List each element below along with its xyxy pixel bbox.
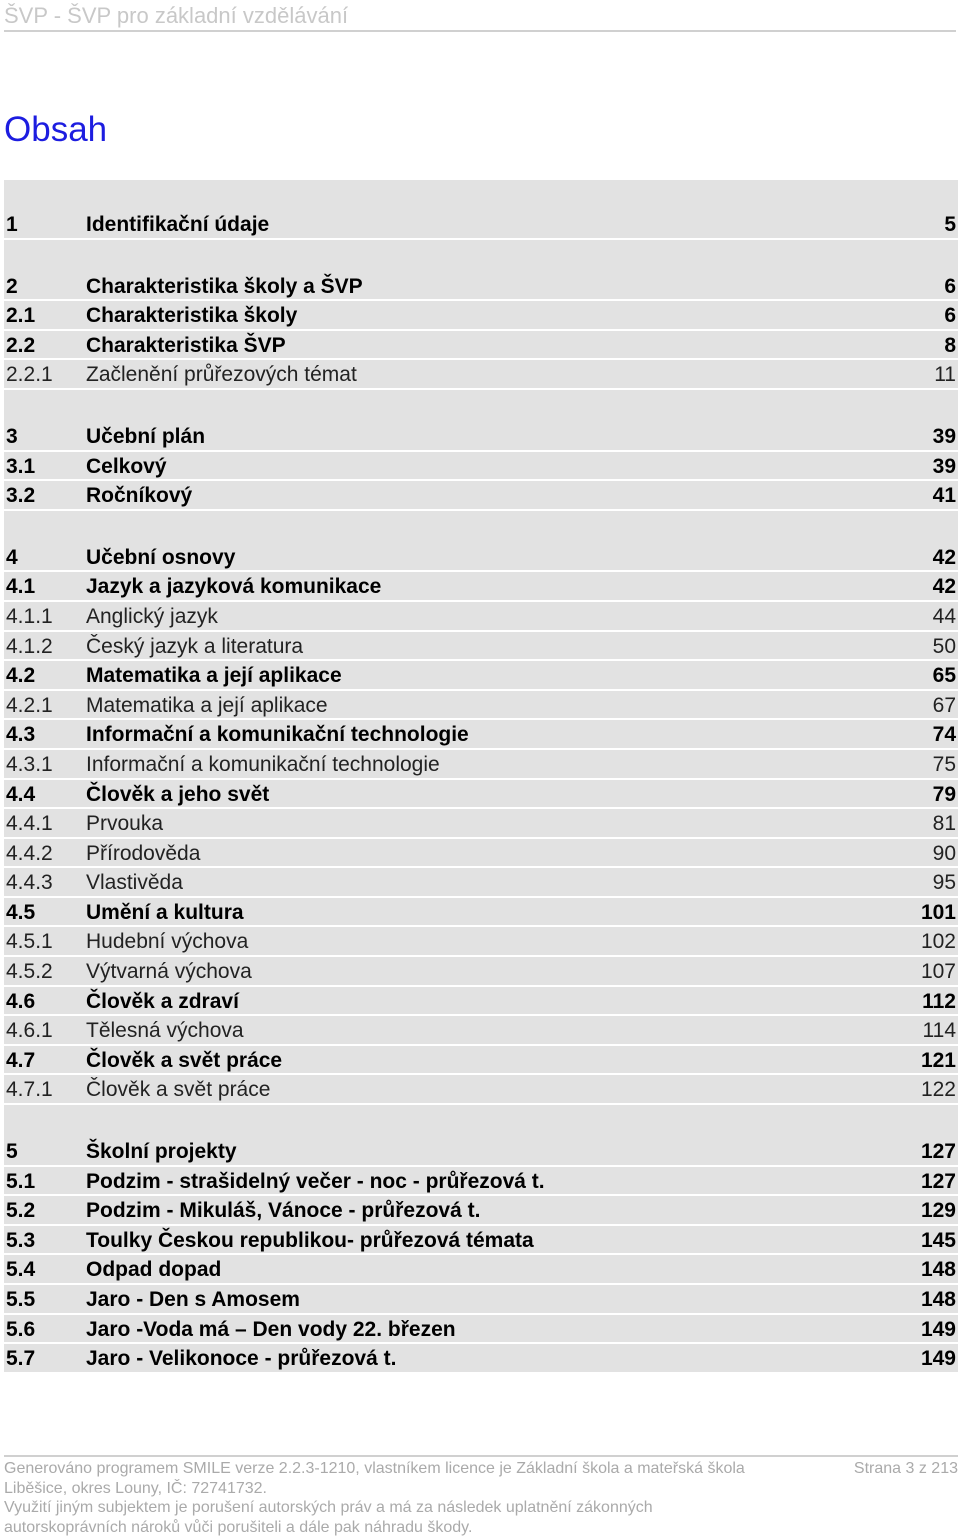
toc-entry-page: 90 (933, 839, 956, 868)
toc-entry-title: Charakteristika školy (86, 301, 297, 330)
toc-entry-title: Charakteristika školy a ŠVP (86, 272, 363, 301)
toc-entry-number: 5.6 (6, 1315, 35, 1344)
toc-entry-page: 42 (933, 543, 956, 572)
footer-generator-text: Generováno programem SMILE verze 2.2.3-1210, vlastníkem licence je Základní škola a mateřská škola (4, 1460, 745, 1477)
toc-entry[interactable] (4, 957, 958, 987)
toc-entry-number: 4.2 (6, 661, 35, 690)
toc-entry-number: 4.5.2 (6, 957, 53, 986)
toc-entry-number: 4.3.1 (6, 750, 53, 779)
toc-entry-title: Podzim - strašidelný večer - noc - průřezová t. (86, 1167, 545, 1196)
toc-entry[interactable] (4, 898, 958, 928)
toc-entry-number: 4.4.3 (6, 868, 53, 897)
toc-entry[interactable] (4, 422, 958, 452)
toc-entry[interactable] (4, 1344, 958, 1374)
toc-entry-title: Identifikační údaje (86, 210, 269, 239)
toc-entry-title: Informační a komunikační technologie (86, 720, 469, 749)
document-header: ŠVP - ŠVP pro základní vzdělávání (4, 2, 956, 32)
toc-entry-title: Učební osnovy (86, 543, 235, 572)
toc-section-gap (4, 180, 958, 210)
toc-entry[interactable] (4, 301, 958, 331)
toc-entry-title: Začlenění průřezových témat (86, 360, 357, 389)
toc-entry-title: Jaro - Den s Amosem (86, 1285, 300, 1314)
toc-entry-number: 2.2 (6, 331, 35, 360)
toc-entry[interactable] (4, 572, 958, 602)
toc-entry-number: 4.7 (6, 1046, 35, 1075)
toc-entry-page: 112 (922, 987, 956, 1016)
toc-entry-page: 39 (933, 452, 956, 481)
toc-entry-number: 5.5 (6, 1285, 35, 1314)
toc-entry-page: 5 (944, 210, 956, 239)
toc-entry[interactable] (4, 839, 958, 869)
footer-line-1 (4, 1459, 958, 1479)
toc-entry-title: Člověk a svět práce (86, 1046, 282, 1075)
toc-entry-page: 79 (933, 780, 956, 809)
toc-entry-title: Český jazyk a literatura (86, 632, 303, 661)
toc-entry-number: 4.7.1 (6, 1075, 53, 1104)
toc-entry-number: 4.4.2 (6, 839, 53, 868)
toc-entry-page: 41 (933, 481, 956, 510)
document-footer (4, 1455, 958, 1537)
toc-entry-title: Anglický jazyk (86, 602, 218, 631)
toc-entry-page: 129 (921, 1196, 956, 1225)
toc-entry-number: 4.2.1 (6, 691, 53, 720)
toc-entry[interactable] (4, 661, 958, 691)
toc-entry[interactable] (4, 1167, 958, 1197)
toc-entry-title: Přírodověda (86, 839, 200, 868)
toc-entry-title: Umění a kultura (86, 898, 244, 927)
toc-entry[interactable] (4, 691, 958, 721)
toc-entry-page: 102 (921, 927, 956, 956)
toc-entry-page: 74 (933, 720, 956, 749)
toc-entry[interactable] (4, 1315, 958, 1345)
toc-entry[interactable] (4, 780, 958, 810)
toc-entry[interactable] (4, 868, 958, 898)
toc-entry-page: 107 (921, 957, 956, 986)
toc-entry-title: Vlastivěda (86, 868, 183, 897)
toc-entry[interactable] (4, 1016, 958, 1046)
toc-entry-page: 148 (921, 1285, 956, 1314)
toc-entry-page: 127 (921, 1167, 956, 1196)
toc-entry-title: Celkový (86, 452, 167, 481)
toc-entry-number: 5 (6, 1137, 18, 1166)
toc-entry-number: 5.1 (6, 1167, 35, 1196)
toc-entry-title: Ročníkový (86, 481, 192, 510)
toc-entry-page: 121 (921, 1046, 956, 1075)
toc-entry-number: 5.4 (6, 1255, 35, 1284)
toc-entry[interactable] (4, 720, 958, 750)
toc-entry[interactable] (4, 1226, 958, 1256)
toc-entry-number: 5.7 (6, 1344, 35, 1373)
toc-entry[interactable] (4, 1196, 958, 1226)
toc-entry-number: 5.2 (6, 1196, 35, 1225)
toc-entry-page: 75 (933, 750, 956, 779)
toc-section-gap (4, 1105, 958, 1137)
toc-entry-number: 1 (6, 210, 18, 239)
toc-entry-number: 5.3 (6, 1226, 35, 1255)
toc-entry-page: 145 (921, 1226, 956, 1255)
toc-entry-title: Jaro -Voda má – Den vody 22. březen (86, 1315, 456, 1344)
toc-entry-title: Odpad dopad (86, 1255, 221, 1284)
toc-entry[interactable] (4, 543, 958, 573)
toc-entry[interactable] (4, 1285, 958, 1315)
toc-entry-title: Tělesná výchova (86, 1016, 244, 1045)
toc-entry-page: 42 (933, 572, 956, 601)
toc-entry-page: 50 (933, 632, 956, 661)
toc-entry-page: 39 (933, 422, 956, 451)
toc-entry-page: 149 (921, 1344, 956, 1373)
toc-entry[interactable] (4, 809, 958, 839)
toc-entry-page: 81 (933, 809, 956, 838)
page-title: Obsah (4, 108, 107, 152)
toc-entry-page: 65 (933, 661, 956, 690)
toc-entry-page: 8 (944, 331, 956, 360)
toc-entry-page: 6 (944, 272, 956, 301)
toc-entry-number: 4.1.2 (6, 632, 53, 661)
toc-entry[interactable] (4, 360, 958, 390)
toc-entry-title: Informační a komunikační technologie (86, 750, 440, 779)
toc-entry-page: 6 (944, 301, 956, 330)
toc-entry-page: 122 (921, 1075, 956, 1104)
toc-entry-page: 67 (933, 691, 956, 720)
toc-entry[interactable] (4, 1046, 958, 1076)
toc-entry-title: Jazyk a jazyková komunikace (86, 572, 381, 601)
toc-entry-title: Člověk a zdraví (86, 987, 239, 1016)
toc-entry-number: 4.5 (6, 898, 35, 927)
footer-line-2: Liběšice, okres Louny, IČ: 72741732. (4, 1479, 958, 1499)
table-of-contents (4, 180, 958, 1374)
toc-entry[interactable] (4, 452, 958, 482)
toc-entry-number: 4.6.1 (6, 1016, 53, 1045)
toc-entry[interactable] (4, 987, 958, 1017)
toc-entry-title: Školní projekty (86, 1137, 237, 1166)
footer-line-4: autorskoprávních nároků vůči porušiteli a dále pak náhradu škody. (4, 1518, 958, 1537)
toc-entry-page: 11 (934, 360, 956, 389)
toc-entry[interactable] (4, 602, 958, 632)
toc-entry-number: 4.4.1 (6, 809, 53, 838)
toc-entry-title: Prvouka (86, 809, 163, 838)
toc-entry-number: 3 (6, 422, 18, 451)
toc-entry[interactable] (4, 1137, 958, 1167)
toc-entry-page: 101 (921, 898, 956, 927)
toc-entry-page: 114 (923, 1016, 956, 1045)
toc-entry-title: Toulky Českou republikou- průřezová témata (86, 1226, 534, 1255)
toc-entry-number: 4.6 (6, 987, 35, 1016)
toc-section-gap (4, 511, 958, 543)
toc-entry[interactable] (4, 1075, 958, 1105)
toc-entry[interactable] (4, 481, 958, 511)
toc-entry-title: Člověk a jeho svět (86, 780, 269, 809)
toc-entry[interactable] (4, 927, 958, 957)
toc-entry-number: 4.4 (6, 780, 35, 809)
toc-entry-number: 2.2.1 (6, 360, 53, 389)
toc-entry-number: 4.1.1 (6, 602, 53, 631)
toc-entry-title: Učební plán (86, 422, 205, 451)
toc-entry[interactable] (4, 331, 958, 361)
toc-entry-page: 127 (921, 1137, 956, 1166)
toc-section-gap (4, 240, 958, 272)
toc-entry-page: 149 (921, 1315, 956, 1344)
toc-entry-title: Matematika a její aplikace (86, 691, 328, 720)
toc-entry-number: 4.3 (6, 720, 35, 749)
toc-entry-page: 44 (933, 602, 956, 631)
toc-entry-number: 3.2 (6, 481, 35, 510)
toc-entry[interactable] (4, 750, 958, 780)
toc-entry-number: 4.5.1 (6, 927, 53, 956)
toc-entry-number: 2.1 (6, 301, 35, 330)
footer-line-3: Využití jiným subjektem je porušení autorských práv a má za následek uplatnění zákonných (4, 1498, 958, 1518)
toc-entry-page: 95 (933, 868, 956, 897)
toc-entry-title: Výtvarná výchova (86, 957, 252, 986)
toc-entry-number: 2 (6, 272, 18, 301)
toc-entry-number: 3.1 (6, 452, 35, 481)
toc-entry[interactable] (4, 272, 958, 302)
toc-entry-title: Hudební výchova (86, 927, 248, 956)
toc-entry-title: Podzim - Mikuláš, Vánoce - průřezová t. (86, 1196, 480, 1225)
toc-section-gap (4, 390, 958, 422)
toc-entry-title: Charakteristika ŠVP (86, 331, 286, 360)
toc-entry[interactable] (4, 632, 958, 662)
toc-entry-title: Jaro - Velikonoce - průřezová t. (86, 1344, 396, 1373)
toc-entry-number: 4.1 (6, 572, 35, 601)
toc-entry-number: 4 (6, 543, 18, 572)
toc-entry-page: 148 (921, 1255, 956, 1284)
toc-entry-title: Matematika a její aplikace (86, 661, 342, 690)
footer-page-info: Strana 3 z 213 (854, 1459, 958, 1479)
toc-entry[interactable] (4, 1255, 958, 1285)
toc-entry-title: Člověk a svět práce (86, 1075, 270, 1104)
toc-entry[interactable] (4, 210, 958, 240)
